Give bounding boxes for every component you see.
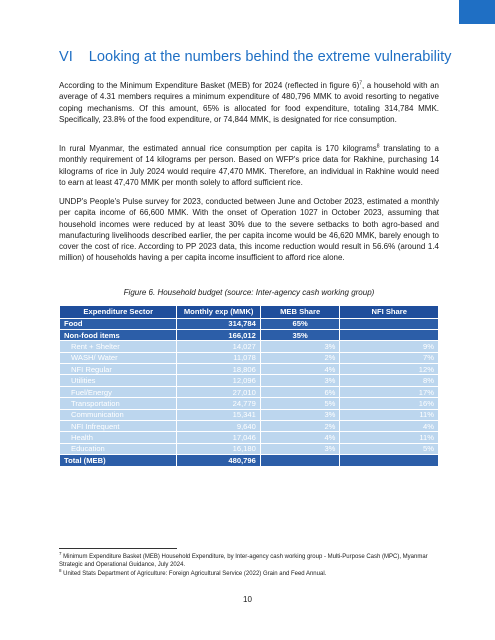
table-row [60,364,439,375]
figure-caption: Figure 6. Household budget (source: Inter-agency cash working group) [123,288,375,297]
paragraph-income: UNDP's People's Pulse survey for 2023, conducted between June and October 2023, estimated a monthly per capita income of 66,600 MMK. With the onset of Operation 1027 in October 2023, assuming that household incomes were reduced by at least 30% due to the severe setbacks to both agro-based and manufacturing livelihoods described earlier, the per capita income would be 46,620 MMK, barely enough to cover the cost of rice. According to PP 2023 data, this income reduction would result in 56.6% (around 1.4 million) of households having a per capita income insufficient to afford rice alone. [59,197,439,263]
cell-meb-share: 4% [260,432,340,443]
cell-monthly: 11,078 [177,352,260,363]
cell-nfi-share [340,329,439,340]
cell-meb-share [260,455,340,466]
footnote-mark: 7 [59,551,62,556]
cell-nfi-share: 11% [340,409,439,420]
section-title [59,49,451,65]
table-row [60,375,439,386]
cell-sector: NFI Regular [60,364,177,375]
cell-meb-share: 65% [260,318,340,329]
table-body [60,318,439,466]
paragraph-rice-text-b: translating to a monthly requirement of 14 kilograms per person. Based on WFP's price data for Rakhine, purchasing 14 kilograms of rice in July 2024 would require 47,470 MMK. Therefore, an individual in Rakhine would need to earn at least 47,470 MMK per month solely to afford sufficient rice. [59,144,440,187]
cell-nfi-share: 9% [340,341,439,352]
table-row [60,432,439,443]
footnote-8 [59,570,449,578]
cell-monthly: 17,046 [177,432,260,443]
page-number: 10 [243,595,252,604]
table-row [60,409,439,420]
footnote-7 [59,553,449,570]
cell-nfi-share: 16% [340,398,439,409]
footnote-text: United Stats Department of Agriculture: Foreign Agricultural Service (2022) Grain and Feed Annual. [61,571,327,577]
table-row [60,329,439,340]
header-nfi-share: NFI Share [340,306,439,319]
cell-sector: Food [60,318,177,329]
cell-sector: Communication [60,409,177,420]
footnote-divider [59,548,177,549]
cell-sector: Utilities [60,375,177,386]
cell-sector: Total (MEB) [60,455,177,466]
cell-monthly: 27,010 [177,386,260,397]
cell-nfi-share: 4% [340,421,439,432]
paragraph-rice-text-a: In rural Myanmar, the estimated annual rice consumption per capita is 170 kilograms [59,144,377,153]
cell-monthly: 314,784 [177,318,260,329]
cell-meb-share: 2% [260,352,340,363]
paragraph-meb [59,80,439,125]
paragraph-rice [59,143,439,188]
header-monthly: Monthly exp (MMK) [177,306,260,319]
cell-nfi-share: 17% [340,386,439,397]
cell-nfi-share [340,318,439,329]
cell-monthly: 12,096 [177,375,260,386]
cell-meb-share: 3% [260,341,340,352]
footnote-text: Minimum Expenditure Basket (MEB) Household Expenditure, by Inter-agency cash working group - Multi-Purpose Cash (MPC), Myanmar Strategic and Operational Guidance, July 2024. [59,554,428,569]
cell-sector: Health [60,432,177,443]
household-budget-table [59,305,439,467]
cell-sector: WASH/ Water [60,352,177,363]
cell-monthly: 15,341 [177,409,260,420]
table-row [60,398,439,409]
cell-monthly: 166,012 [177,329,260,340]
cell-meb-share: 6% [260,386,340,397]
cell-sector: NFI Infrequent [60,421,177,432]
cell-nfi-share: 12% [340,364,439,375]
cell-meb-share: 35% [260,329,340,340]
cell-sector: Rent + Shelter [60,341,177,352]
table-row [60,386,439,397]
cell-monthly: 9,640 [177,421,260,432]
footnote-ref-7[interactable]: 7 [359,80,363,87]
cell-monthly: 16,180 [177,443,260,454]
table-row [60,318,439,329]
cell-nfi-share [340,455,439,466]
cell-sector: Fuel/Energy [60,386,177,397]
cell-sector: Non-food items [60,329,177,340]
cell-monthly: 14,027 [177,341,260,352]
header-meb-share: MEB Share [260,306,340,319]
cell-nfi-share: 7% [340,352,439,363]
cell-meb-share: 4% [260,364,340,375]
table-row [60,341,439,352]
cell-sector: Transportation [60,398,177,409]
cell-nfi-share: 5% [340,443,439,454]
section-heading: Looking at the numbers behind the extreme vulnerability [88,49,452,65]
paragraph-meb-text-a: According to the Minimum Expenditure Basket (MEB) for 2024 (reflected in figure 6) [59,81,360,90]
cell-sector: Education [60,443,177,454]
cell-monthly: 18,806 [177,364,260,375]
corner-tab [459,0,495,24]
table-row [60,421,439,432]
cell-meb-share: 2% [260,421,340,432]
table-row [60,443,439,454]
footnote-mark: 8 [59,568,62,573]
cell-meb-share: 3% [260,443,340,454]
header-sector: Expenditure Sector [60,306,177,319]
footnote-ref-8[interactable]: 8 [376,143,380,150]
table-row [60,455,439,466]
paragraph-meb-text-b: , a household with an average of 4.31 members requires a minimum expenditure of 480,796 MMK to avoid resorting to negative coping mechanisms. Of this amount, 65% is allocated for food expenditure, totaling 314,784 MMK. Specifically, 23.8% of the food expenditure, or 74,844 MMK, is designated for rice consumption. [59,81,439,124]
cell-meb-share: 3% [260,375,340,386]
cell-monthly: 24,779 [177,398,260,409]
cell-nfi-share: 8% [340,375,439,386]
table-row [60,352,439,363]
cell-meb-share: 3% [260,409,340,420]
cell-meb-share: 5% [260,398,340,409]
table-header-row [60,306,439,319]
cell-monthly: 480,796 [177,455,260,466]
section-number: VI [59,49,73,65]
cell-nfi-share: 11% [340,432,439,443]
